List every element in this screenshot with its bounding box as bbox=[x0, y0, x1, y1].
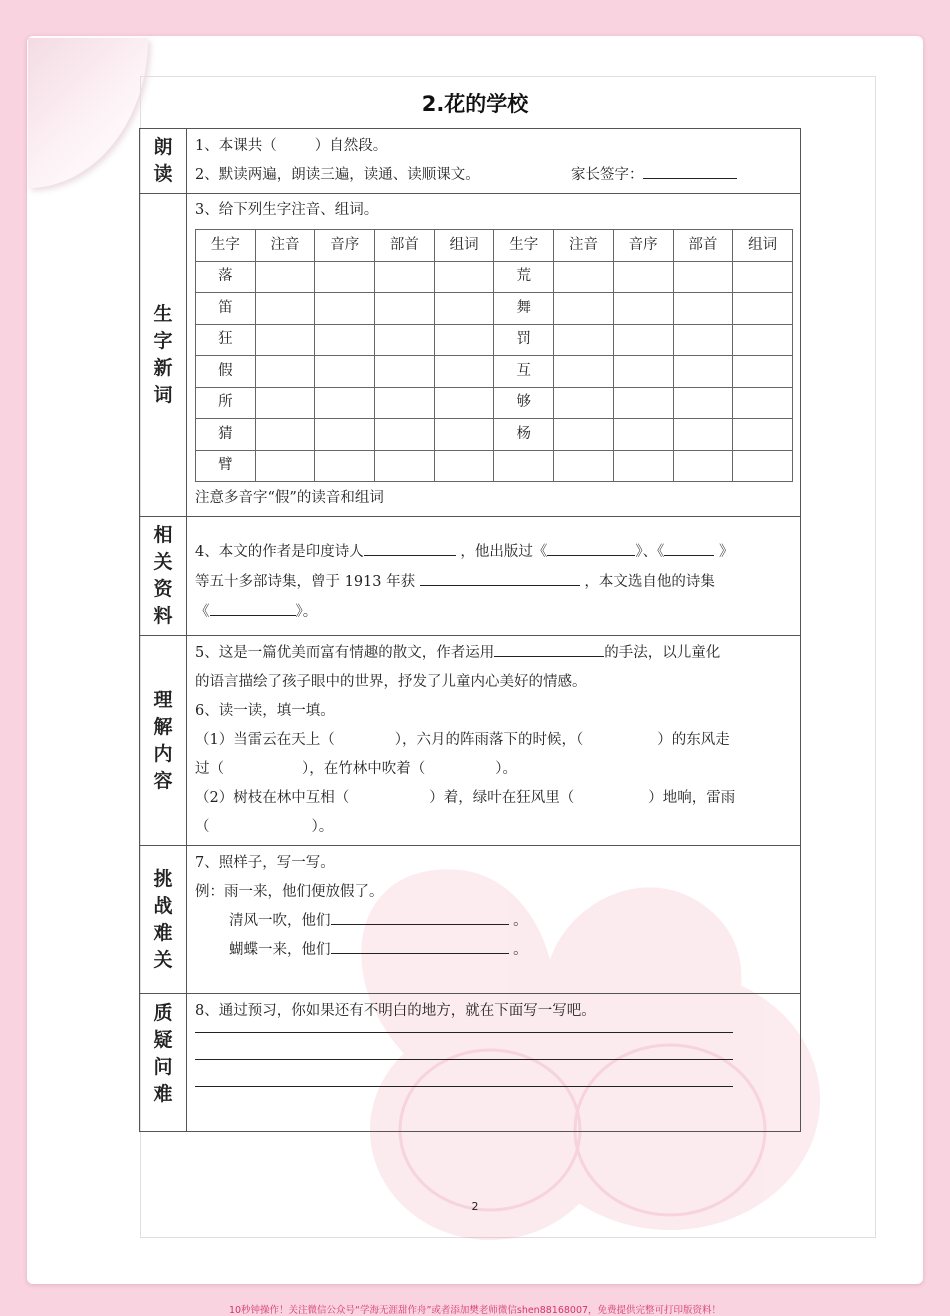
grid-header-row: 生字 注音 音序 部首 组词 生字 注音 音序 部首 组词 bbox=[196, 230, 793, 262]
grid-row: 狂 罚 bbox=[196, 324, 793, 356]
reading-row bbox=[140, 129, 801, 194]
character-grid bbox=[195, 229, 793, 482]
page-title: 2.花的学校 bbox=[421, 92, 529, 116]
challenge-row bbox=[140, 846, 801, 994]
grid-row: 臂 bbox=[196, 450, 793, 482]
reading-content: 1、本课共（ ）自然段。 2、默读两遍，朗读三遍，读通、读顺课文。 家长签字： bbox=[187, 129, 801, 194]
polyphone-note: 注意多音字“假”的读音和组词 bbox=[195, 490, 384, 506]
blank-award[interactable] bbox=[420, 569, 580, 586]
related-content: 4、本文的作者是印度诗人 ，他出版过《 》、《 》 等五十多部诗集，曾于 1913 年获 ，本文选自他的诗集 《 》。 bbox=[187, 517, 801, 636]
vocab-content: 3、给下列生字注音、组词。 生字 注音 音序 部首 组词 生字 注音 音序 部首 组词 落 荒 笛 舞 狂 罚 假 互 所 够 猜 杨 臂 注意多音字“假”的读音和组词 bbox=[187, 194, 801, 517]
grid-row: 所 够 bbox=[196, 387, 793, 419]
section-label: 生字新词 bbox=[140, 194, 187, 517]
blank-collection[interactable] bbox=[210, 599, 296, 616]
section-label: 相关资料 bbox=[140, 517, 187, 636]
blank-poet[interactable] bbox=[364, 539, 456, 556]
parent-signature-label: 家长签字： bbox=[570, 167, 644, 183]
section-label: 朗读 bbox=[140, 129, 187, 194]
blank-book-1[interactable] bbox=[547, 539, 635, 556]
blank-imitate-1[interactable] bbox=[331, 908, 509, 925]
worksheet-table bbox=[139, 128, 801, 1132]
challenge-content: 7、照样子，写一写。 例：雨一来，他们便放假了。 清风一吹，他们 。 蝴蝶一来，他们 。 bbox=[187, 846, 801, 994]
understand-content: 5、这是一篇优美而富有情趣的散文，作者运用 的手法，以儿童化 的语言描绘了孩子眼中的世界，抒发了儿童内心美好的情感。 6、读一读，填一填。 （1）当雷云在天上（ ），六月的阵雨落下的时候，（ ）的东风走 过（ ），在竹林中吹着（ ）。 （2）树枝在林中互相（ ）着，绿叶在狂风里（ ）地响，雷雨 （ ）。 bbox=[187, 636, 801, 846]
grid-row: 笛 舞 bbox=[196, 293, 793, 325]
understand-row bbox=[140, 636, 801, 846]
blank-technique[interactable] bbox=[494, 640, 604, 657]
grid-row: 猜 杨 bbox=[196, 419, 793, 451]
blank-imitate-2[interactable] bbox=[331, 937, 509, 954]
promo-footer: 10秒钟操作！关注微信公众号“学海无涯甜作舟”或者添加樊老师微信shen88168007，免费提供完整可打印版资料！ bbox=[228, 1305, 722, 1316]
grid-row: 假 互 bbox=[196, 356, 793, 388]
related-row bbox=[140, 517, 801, 636]
blank-book-2[interactable] bbox=[664, 539, 714, 556]
grid-row: 落 荒 bbox=[196, 261, 793, 293]
questions-content: 8、通过预习，你如果还有不明白的地方，就在下面写一写吧。 bbox=[187, 994, 801, 1132]
questions-row bbox=[140, 994, 801, 1132]
section-label: 理解内容 bbox=[140, 636, 187, 846]
answer-line[interactable] bbox=[195, 1026, 733, 1033]
answer-line[interactable] bbox=[195, 1053, 733, 1060]
section-label: 质疑问难 bbox=[140, 994, 187, 1132]
answer-line[interactable] bbox=[195, 1080, 733, 1087]
vocab-row bbox=[140, 194, 801, 517]
parent-signature-blank[interactable] bbox=[643, 162, 737, 179]
page-number: 2 bbox=[471, 1200, 479, 1213]
section-label: 挑战难关 bbox=[140, 846, 187, 994]
